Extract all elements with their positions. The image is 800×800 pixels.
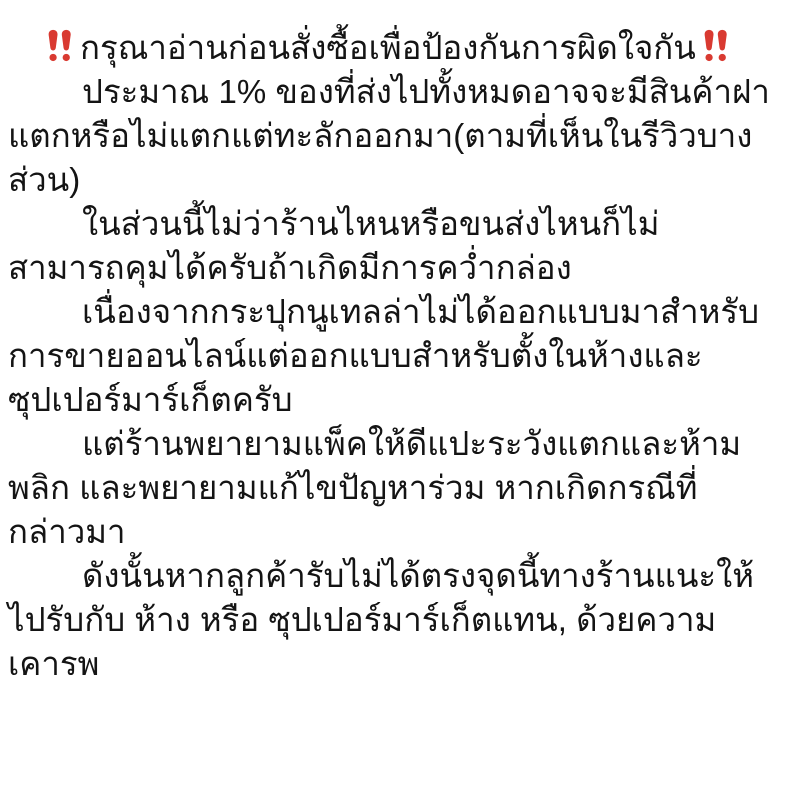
- notice-paragraphs: [8, 70, 770, 686]
- notice-paragraph: ในส่วนนี้ไม่ว่าร้านไหนหรือขนส่งไหนก็ไม่สามารถคุมได้ครับถ้าเกิดมีการคว่ำกล่อง: [8, 205, 660, 286]
- notice-heading: [8, 26, 770, 70]
- double-exclamation-icon: [702, 26, 730, 65]
- notice-paragraph: ประมาณ 1% ของที่ส่งไปทั้งหมดอาจจะมีสินค้าฝาแตกหรือไม่แตกแต่ทะลักออกมา(ตามที่เห็นในรีวิวบางส่วน): [8, 73, 770, 198]
- notice-paragraph: แต่ร้านพยายามแพ็คให้ดีแปะระวังแตกและห้ามพลิก และพยายามแก้ไขปัญหาร่วม หากเกิดกรณีที่กล่าวมา: [8, 425, 742, 550]
- notice-paragraph: เนื่องจากกระปุกนูเทลล่าไม่ได้ออกแบบมาสำหรับการขายออนไลน์แต่ออกแบบสำหรับตั้งในห้างและซุปเปอร์มาร์เก็ตครับ: [8, 293, 760, 418]
- notice-paragraph: ดังนั้นหากลูกค้ารับไม่ได้ตรงจุดนี้ทางร้านแนะให้ไปรับกับ ห้าง หรือ ซุปเปอร์มาร์เก็ตแทน, ด้วยความเคารพ: [8, 557, 755, 682]
- double-exclamation-icon: [46, 26, 74, 65]
- notice-heading-text: กรุณาอ่านก่อนสั่งซื้อเพื่อป้องกันการผิดใจกัน: [80, 29, 696, 66]
